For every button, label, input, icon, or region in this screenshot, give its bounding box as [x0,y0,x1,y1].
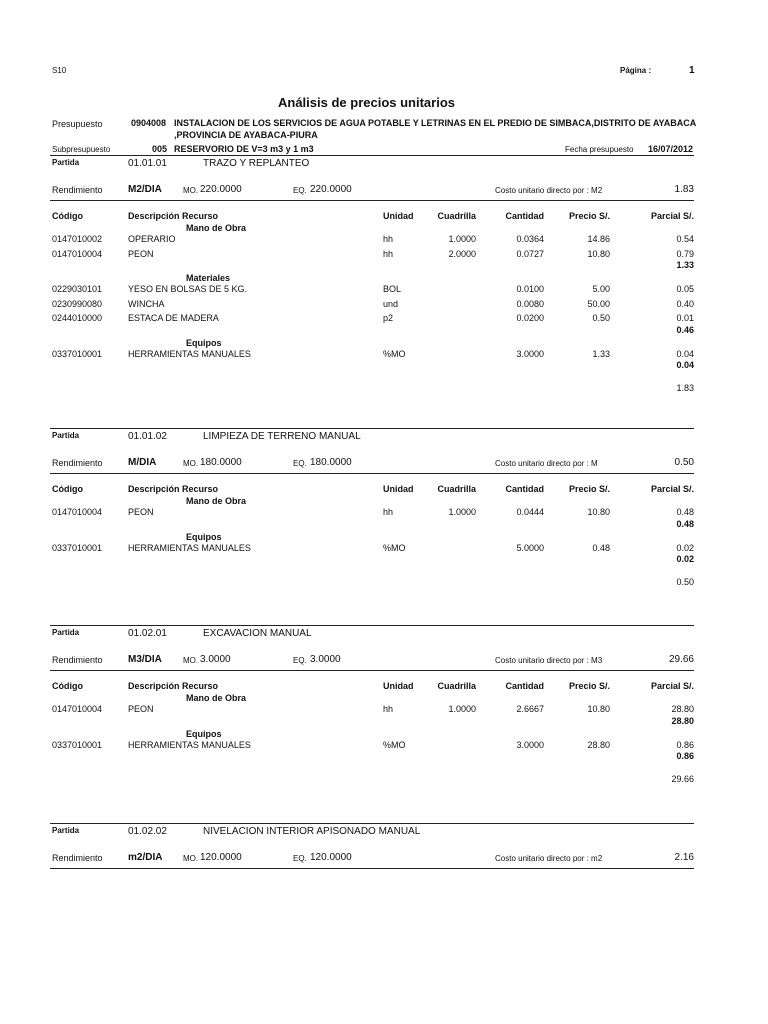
row-descripcion: PEON [128,248,154,259]
row-descripcion: ESTACA DE MADERA [128,313,219,323]
row-codigo: 0229030101 [52,284,103,294]
col-descripcion: Descripción Recurso [128,681,219,691]
col-unidad: Unidad [383,681,414,691]
row-descripcion: HERRAMIENTAS MANUALES [128,542,251,553]
eq-label: EQ. [293,186,307,195]
mo-label: MO. [183,186,199,195]
row-cantidad: 3.0000 [516,739,544,750]
row-codigo: 0147010004 [52,507,103,517]
rendimiento-label: Rendimiento [52,185,103,195]
system-code: S10 [52,66,67,75]
costo-unitario-value: 0.50 [674,457,694,468]
col-precio: Precio S/. [568,211,610,221]
rendimiento-unit: M3/DIA [128,654,162,665]
rendimiento-label: Rendimiento [52,458,103,468]
row-parcial: 0.79 [676,248,694,259]
document-title: Análisis de precios unitarios [278,95,455,110]
eq-value: 180.0000 [310,457,352,468]
costo-unitario-value: 1.83 [674,184,694,195]
costo-unitario-value: 29.66 [668,654,694,665]
col-descripcion: Descripción Recurso [128,484,219,494]
partida-name: TRAZO Y REPLANTEO [203,158,310,169]
subpresupuesto-description: RESERVORIO DE V=3 m3 y 1 m3 [174,144,314,154]
row-unidad: und [383,298,399,309]
fecha-label: Fecha presupuesto [565,145,634,154]
mo-value: 3.0000 [200,654,231,665]
row-unidad: hh [383,234,394,244]
group-name: Mano de Obra [186,496,247,506]
subpresupuesto-label: Subpresupuesto [52,145,111,154]
row-precio: 10.80 [587,704,610,714]
eq-label: EQ. [293,656,307,665]
eq-label: EQ. [293,459,307,468]
mo-label: MO. [183,854,199,863]
row-descripcion: PEON [128,507,154,517]
costo-unitario-label: Costo unitario directo por : m2 [495,854,603,863]
row-descripcion: HERRAMIENTAS MANUALES [128,739,251,750]
costo-unitario-label: Costo unitario directo por : M3 [495,656,603,665]
col-cantidad: Cantidad [505,211,544,221]
eq-value: 3.0000 [310,654,341,665]
col-cantidad: Cantidad [505,484,544,494]
row-descripcion: HERRAMIENTAS MANUALES [128,348,251,359]
eq-value: 120.0000 [310,852,352,863]
row-precio: 14.86 [587,234,610,244]
row-cantidad: 0.0100 [516,284,544,294]
row-precio: 10.80 [587,248,610,259]
row-cantidad: 0.0444 [516,507,544,517]
group-subtotal: 28.80 [671,715,694,726]
group-name: Equipos [186,531,222,542]
rendimiento-unit: m2/DIA [128,852,163,863]
partida-label: Partida [52,431,80,440]
group-subtotal: 1.33 [676,260,694,270]
eq-value: 220.0000 [310,184,352,195]
row-unidad: p2 [383,313,394,323]
section-divider [50,155,694,156]
mo-label: MO. [183,656,199,665]
rendimiento-label: Rendimiento [52,655,103,665]
page-label: Página : [620,66,652,75]
row-parcial: 0.54 [676,234,694,244]
row-codigo: 0230990080 [52,298,103,309]
mo-value: 220.0000 [200,184,242,195]
rendimiento-divider [50,868,694,869]
row-parcial: 0.05 [676,284,694,294]
row-cantidad: 0.0200 [516,313,544,323]
row-descripcion: PEON [128,704,154,714]
eq-label: EQ. [293,854,307,863]
row-cantidad: 0.0080 [516,298,544,309]
mo-value: 180.0000 [200,457,242,468]
costo-unitario-label: Costo unitario directo por : M2 [495,186,603,195]
rendimiento-divider [50,473,694,474]
col-descripcion: Descripción Recurso [128,211,219,221]
col-unidad: Unidad [383,211,414,221]
row-precio: 10.80 [587,507,610,517]
row-codigo: 0147010002 [52,234,103,244]
row-cuadrilla: 2.0000 [448,248,476,259]
group-name: Equipos [186,728,222,739]
row-unidad: hh [383,704,394,714]
rendimiento-unit: M2/DIA [128,184,162,195]
group-name: Mano de Obra [186,693,247,703]
row-parcial: 0.01 [676,313,694,323]
mo-label: MO. [183,459,199,468]
row-parcial: 0.86 [676,739,694,750]
row-codigo: 0244010000 [52,313,103,323]
row-unidad: BOL [383,284,402,294]
subpresupuesto-code: 005 [152,144,168,154]
row-precio: 1.33 [592,348,610,359]
group-name: Equipos [186,337,222,348]
section-divider [50,428,694,429]
row-codigo: 0337010001 [52,542,103,553]
partida-code: 01.02.01 [128,628,167,639]
row-codigo: 0337010001 [52,348,103,359]
group-name: Mano de Obra [186,223,247,233]
row-descripcion: OPERARIO [128,234,176,244]
row-unidad: %MO [383,348,406,359]
row-descripcion: WINCHA [128,298,165,309]
row-unidad: hh [383,507,394,517]
col-parcial: Parcial S/. [650,484,694,494]
group-subtotal: 0.46 [676,324,694,335]
row-descripcion: YESO EN BOLSAS DE 5 KG. [128,284,248,294]
presupuesto-description-2: ,PROVINCIA DE AYABACA-PIURA [174,130,318,140]
row-precio: 0.48 [592,542,610,553]
partida-total: 29.66 [671,774,694,784]
partida-label: Partida [52,826,80,835]
row-cantidad: 2.6667 [516,704,544,714]
row-codigo: 0147010004 [52,704,103,714]
row-unidad: %MO [383,542,406,553]
row-precio: 28.80 [587,739,610,750]
col-codigo: Código [52,484,83,494]
row-precio: 0.50 [592,313,610,323]
partida-name: EXCAVACION MANUAL [203,628,312,639]
row-parcial: 0.02 [676,542,694,553]
row-cuadrilla: 1.0000 [448,234,476,244]
group-subtotal: 0.86 [676,751,694,761]
group-name: Materiales [186,273,231,283]
col-parcial: Parcial S/. [650,681,694,691]
row-cantidad: 0.0727 [516,248,544,259]
row-cantidad: 5.0000 [516,542,544,553]
rendimiento-label: Rendimiento [52,853,103,863]
section-divider [50,823,694,824]
row-codigo: 0337010001 [52,739,103,750]
row-parcial: 28.80 [671,704,694,714]
partida-code: 01.02.02 [128,826,167,837]
presupuesto-code: 0904008 [131,118,167,128]
partida-total: 1.83 [676,383,694,393]
mo-value: 120.0000 [200,852,242,863]
partida-label: Partida [52,628,80,637]
partida-name: NIVELACION INTERIOR APISONADO MANUAL [203,826,421,837]
section-divider [50,625,694,626]
presupuesto-label: Presupuesto [52,119,103,129]
col-precio: Precio S/. [568,681,610,691]
row-precio: 5.00 [592,284,610,294]
row-unidad: hh [383,248,394,259]
group-subtotal: 0.04 [676,360,694,370]
fecha-value: 16/07/2012 [648,144,694,154]
partida-code: 01.01.02 [128,431,167,442]
partida-code: 01.01.01 [128,158,167,169]
group-subtotal: 0.48 [676,518,694,529]
col-cuadrilla: Cuadrilla [437,211,476,221]
row-codigo: 0147010004 [52,248,103,259]
row-cuadrilla: 1.0000 [448,507,476,517]
rendimiento-divider [50,670,694,671]
row-parcial: 0.04 [676,348,694,359]
row-cuadrilla: 1.0000 [448,704,476,714]
col-codigo: Código [52,681,83,691]
col-precio: Precio S/. [568,484,610,494]
col-unidad: Unidad [383,484,414,494]
partida-total: 0.50 [676,577,694,587]
page-number: 1 [689,65,695,76]
group-subtotal: 0.02 [676,554,694,564]
costo-unitario-value: 2.16 [674,852,694,863]
col-cuadrilla: Cuadrilla [437,484,476,494]
row-parcial: 0.40 [676,298,694,309]
row-cantidad: 3.0000 [516,348,544,359]
presupuesto-description: INSTALACION DE LOS SERVICIOS DE AGUA POTABLE Y LETRINAS EN EL PREDIO DE SIMBACA,DISTRITO DE AYABACA [174,118,697,128]
col-cuadrilla: Cuadrilla [437,681,476,691]
rendimiento-unit: M/DIA [128,457,157,468]
row-parcial: 0.48 [676,507,694,517]
partida-label: Partida [52,158,80,167]
row-cantidad: 0.0364 [516,234,544,244]
row-precio: 50.00 [587,298,610,309]
partida-name: LIMPIEZA DE TERRENO MANUAL [203,431,361,442]
col-cantidad: Cantidad [505,681,544,691]
col-codigo: Código [52,211,83,221]
costo-unitario-label: Costo unitario directo por : M [495,459,598,468]
row-unidad: %MO [383,739,406,750]
rendimiento-divider [50,200,694,201]
col-parcial: Parcial S/. [650,211,694,221]
